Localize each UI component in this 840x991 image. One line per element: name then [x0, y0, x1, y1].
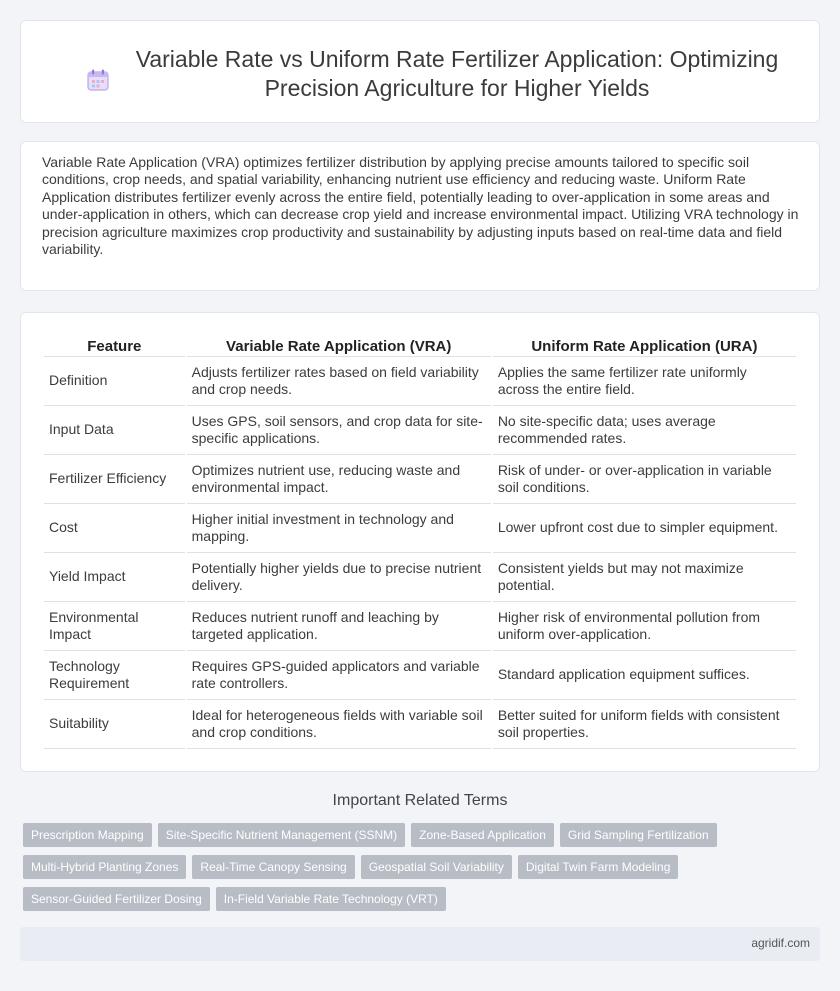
comparison-table-card [20, 312, 820, 772]
header-feature: Feature [44, 333, 185, 357]
related-term-tag[interactable]: Grid Sampling Fertilization [560, 823, 717, 847]
related-term-tag[interactable]: Sensor-Guided Fertilizer Dosing [23, 887, 210, 911]
title-card [20, 20, 820, 123]
related-term-tag[interactable]: Site-Specific Nutrient Management (SSNM) [158, 823, 405, 847]
summary-text: Variable Rate Application (VRA) optimizes fertilizer distribution by applying precise amounts tailored to specific soil conditions, crop needs, and spatial variability, enhancing nutrient use efficiency and reducing waste. Uniform Rate Application distributes fertilizer evenly across the entire field, potentially leading to over-application in some areas and under-application in others, which can decrease crop yield and increase environmental impact. Utilizing VRA technology in precision agriculture maximizes crop productivity and sustainability by adjusting inputs based on real-time data and field variability. [42, 154, 799, 258]
cell-feature: Cost [44, 504, 185, 553]
cell-ura: Standard application equipment suffices. [493, 651, 796, 700]
table-row [44, 553, 796, 602]
comparison-table [42, 333, 798, 749]
footer-site-link[interactable]: agridif.com [751, 936, 810, 950]
cell-vra: Adjusts fertilizer rates based on field variability and crop needs. [187, 357, 491, 406]
cell-vra: Reduces nutrient runoff and leaching by targeted application. [187, 602, 491, 651]
table-row [44, 357, 796, 406]
header-vra: Variable Rate Application (VRA) [187, 333, 491, 357]
related-term-tag[interactable]: Multi-Hybrid Planting Zones [23, 855, 186, 879]
cell-feature: Input Data [44, 406, 185, 455]
cell-ura: Better suited for uniform fields with consistent soil properties. [493, 700, 796, 749]
related-term-tag[interactable]: Geospatial Soil Variability [361, 855, 512, 879]
related-terms-heading: Important Related Terms [332, 792, 508, 809]
cell-vra: Potentially higher yields due to precise nutrient delivery. [187, 553, 491, 602]
table-row [44, 455, 796, 504]
cell-vra: Requires GPS-guided applicators and variable rate controllers. [187, 651, 491, 700]
related-terms-list [23, 823, 823, 911]
table-row [44, 700, 796, 749]
cell-feature: Definition [44, 357, 185, 406]
footer [20, 927, 820, 961]
table-header-row [44, 333, 796, 357]
cell-ura: Higher risk of environmental pollution from uniform over-application. [493, 602, 796, 651]
cell-ura: No site-specific data; uses average recommended rates. [493, 406, 796, 455]
related-term-tag[interactable]: Zone-Based Application [411, 823, 554, 847]
cell-vra: Uses GPS, soil sensors, and crop data for site-specific applications. [187, 406, 491, 455]
cell-ura: Applies the same fertilizer rate uniformly across the entire field. [493, 357, 796, 406]
cell-vra: Higher initial investment in technology and mapping. [187, 504, 491, 553]
related-term-tag[interactable]: Digital Twin Farm Modeling [518, 855, 679, 879]
related-term-tag[interactable]: Prescription Mapping [23, 823, 152, 847]
cell-vra: Optimizes nutrient use, reducing waste and environmental impact. [187, 455, 491, 504]
cell-feature: Yield Impact [44, 553, 185, 602]
table-row [44, 602, 796, 651]
cell-feature: Technology Requirement [44, 651, 185, 700]
cell-feature: Fertilizer Efficiency [44, 455, 185, 504]
cell-ura: Consistent yields but may not maximize potential. [493, 553, 796, 602]
related-term-tag[interactable]: In-Field Variable Rate Technology (VRT) [216, 887, 446, 911]
cell-feature: Environmental Impact [44, 602, 185, 651]
cell-vra: Ideal for heterogeneous fields with variable soil and crop conditions. [187, 700, 491, 749]
cell-feature: Suitability [44, 700, 185, 749]
header-ura: Uniform Rate Application (URA) [493, 333, 796, 357]
page-title: Variable Rate vs Uniform Rate Fertilizer Application: Optimizing Precision Agriculture for Higher Yields [135, 46, 779, 101]
cell-ura: Risk of under- or over-application in variable soil conditions. [493, 455, 796, 504]
table-row [44, 406, 796, 455]
cell-ura: Lower upfront cost due to simpler equipment. [493, 504, 796, 553]
table-row [44, 651, 796, 700]
summary-card [20, 141, 820, 291]
table-row [44, 504, 796, 553]
related-term-tag[interactable]: Real-Time Canopy Sensing [192, 855, 354, 879]
